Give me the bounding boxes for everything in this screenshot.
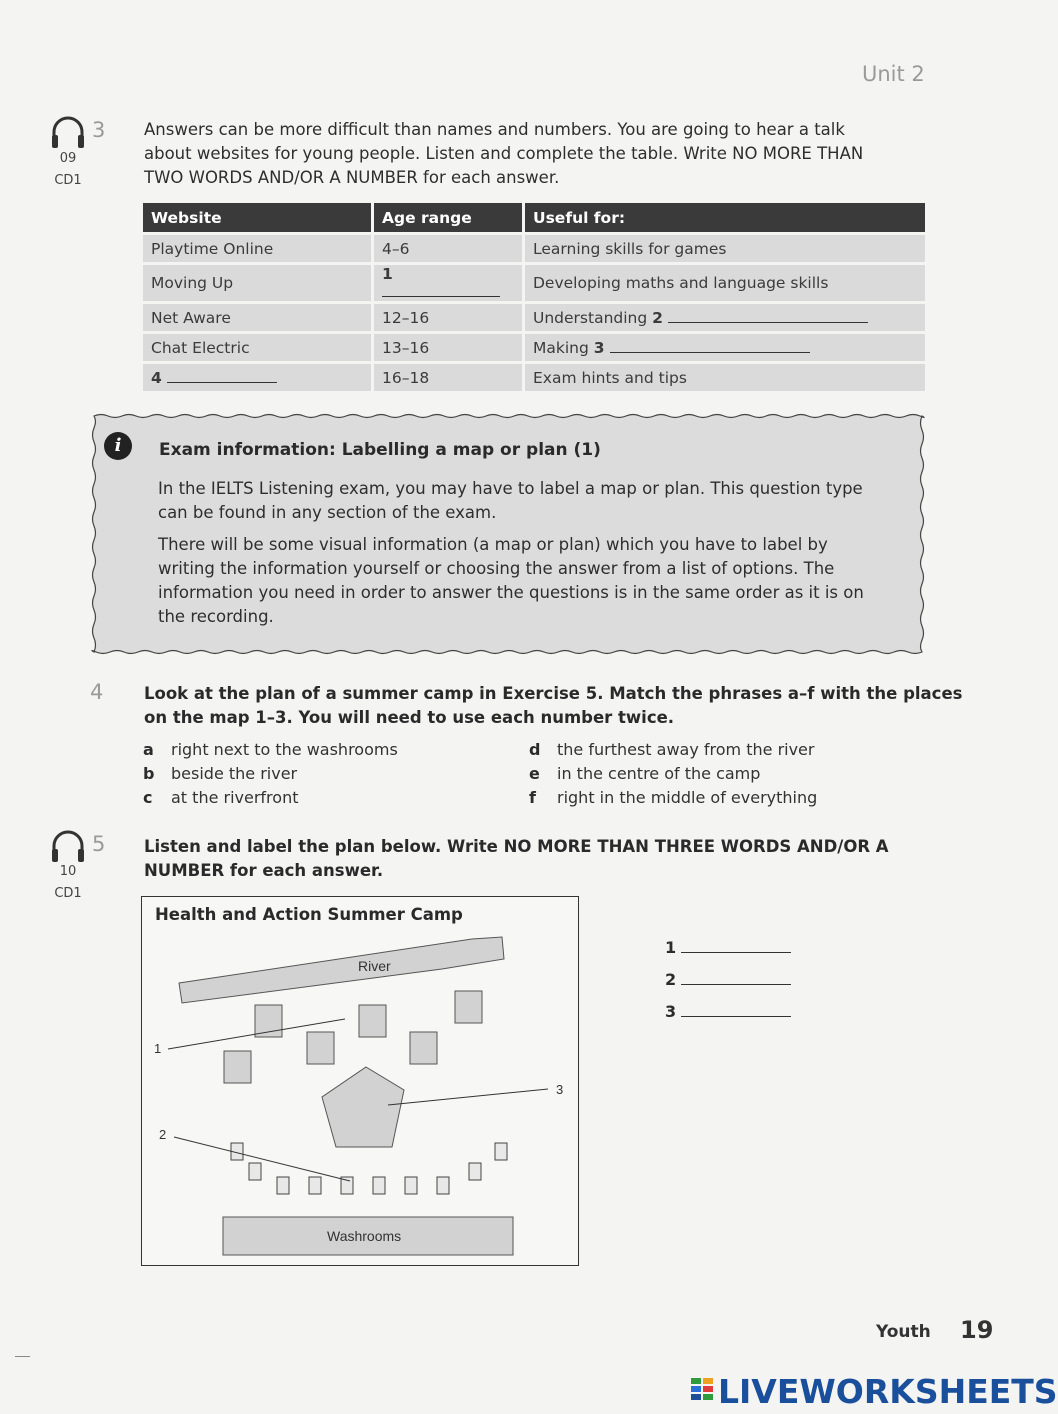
answer-cell <box>373 264 524 303</box>
list-item: f right in the middle of everything <box>529 788 818 807</box>
table-cell: 12–16 <box>373 303 524 333</box>
column-header: Useful for: <box>524 203 926 234</box>
answer-blank[interactable] <box>681 972 791 985</box>
cabin <box>359 1005 386 1037</box>
tent <box>437 1177 449 1194</box>
table-row <box>143 363 925 392</box>
pointer-label-3: 3 <box>556 1082 564 1097</box>
answer-cell <box>143 363 373 392</box>
unit-label: Unit 2 <box>862 62 925 86</box>
tent <box>373 1177 385 1194</box>
cell-text: Understanding <box>533 308 648 327</box>
table-cell: 16–18 <box>373 363 524 392</box>
cabin <box>455 991 482 1023</box>
tent <box>249 1163 261 1180</box>
gap-number: 4 <box>151 368 162 387</box>
cd-label: CD1 <box>54 886 82 901</box>
brand-wordmark: LIVEWORKSHEETS <box>718 1372 1058 1411</box>
page-number: 19 <box>960 1316 994 1344</box>
tent <box>495 1143 507 1160</box>
answer-list <box>665 938 791 1034</box>
table-cell: Playtime Online <box>143 234 373 264</box>
info-paragraph-2: There will be some visual information (a map or plan) which you have to label by writing the information yourself or choosing the answer from a list of options. The information you need in order to answer the questions is in the same order as it is on the recording. <box>158 535 864 626</box>
river-label: River <box>358 958 391 974</box>
pointer-label-2: 2 <box>159 1127 167 1142</box>
option-list-left <box>143 740 398 812</box>
tent <box>309 1177 321 1194</box>
table-row <box>143 264 925 303</box>
exercise-5-number: 5 <box>92 832 106 856</box>
table-row <box>143 333 925 363</box>
table-cell: 13–16 <box>373 333 524 363</box>
cd-label: CD1 <box>54 173 82 188</box>
divider <box>15 1356 30 1357</box>
table-row <box>143 234 925 264</box>
list-item: d the furthest away from the river <box>529 740 815 759</box>
gap-number: 3 <box>593 338 605 357</box>
list-item: b beside the river <box>143 764 298 783</box>
exercise-3-number: 3 <box>92 118 106 142</box>
camp-map <box>141 896 579 1266</box>
gap-number: 2 <box>652 308 663 327</box>
info-paragraph-1: In the IELTS Listening exam, you may have to label a map or plan. This question type can be found in any section of the exam. <box>158 479 863 522</box>
pointer-line-2 <box>174 1137 350 1181</box>
tent <box>277 1177 289 1194</box>
info-icon: i <box>104 432 132 460</box>
answer-cell <box>524 333 926 363</box>
table-row <box>143 303 925 333</box>
table-cell: Chat Electric <box>143 333 373 363</box>
table-cell: Learning skills for games <box>524 234 926 264</box>
answer-blank[interactable] <box>382 284 500 297</box>
column-header: Website <box>143 203 373 234</box>
headphones-icon <box>50 116 86 154</box>
pointer-label-1: 1 <box>154 1041 162 1056</box>
table-cell: Moving Up <box>143 264 373 303</box>
pointer-line-3 <box>388 1089 548 1105</box>
liveworksheets-logo-icon <box>691 1378 715 1408</box>
list-item: 2 <box>665 970 791 1002</box>
map-title: Health and Action Summer Camp <box>155 905 463 924</box>
headphones-icon <box>50 830 86 868</box>
footer-section: Youth <box>876 1322 931 1342</box>
list-item: 1 <box>665 938 791 970</box>
cabin <box>410 1032 437 1064</box>
list-item: a right next to the washrooms <box>143 740 398 759</box>
exercise-4-instructions: Look at the plan of a summer camp in Exercise 5. Match the phrases a–f with the places on the map 1–3. You will need to use each number twice. <box>144 684 963 727</box>
cabin <box>307 1032 334 1064</box>
exercise-4-number: 4 <box>90 680 104 704</box>
column-header: Age range <box>373 203 524 234</box>
list-item: c at the riverfront <box>143 788 299 807</box>
option-list-right <box>529 740 817 812</box>
tent <box>405 1177 417 1194</box>
table-cell: Developing maths and language skills <box>524 264 926 303</box>
table-cell: Net Aware <box>143 303 373 333</box>
answer-blank[interactable] <box>681 1004 791 1017</box>
exercise-5-instructions: Listen and label the plan below. Write NO MORE THAN THREE WORDS AND/OR A NUMBER for each answer. <box>144 837 889 880</box>
list-item: 3 <box>665 1002 791 1034</box>
info-title: Exam information: Labelling a map or plan (1) <box>159 440 601 460</box>
table-cell: 4–6 <box>373 234 524 264</box>
websites-table <box>143 203 925 391</box>
answer-blank[interactable] <box>167 370 277 383</box>
answer-blank[interactable] <box>668 310 868 323</box>
gap-number: 1 <box>382 265 393 283</box>
tent <box>469 1163 481 1180</box>
list-item: e in the centre of the camp <box>529 764 761 783</box>
track-number: 09 <box>59 151 77 166</box>
central-building <box>322 1067 404 1147</box>
answer-blank[interactable] <box>681 940 791 953</box>
table-cell: Exam hints and tips <box>524 363 926 392</box>
track-number: 10 <box>59 864 77 879</box>
exercise-3-instructions: Answers can be more difficult than names and numbers. You are going to hear a talk about websites for young people. Listen and complete the table. Write NO MORE THAN TWO WORDS AND/OR A NUMBER for each answer. <box>144 120 864 187</box>
answer-blank[interactable] <box>610 340 810 353</box>
answer-cell <box>524 303 926 333</box>
washrooms-label: Washrooms <box>327 1228 402 1244</box>
cabin <box>224 1051 251 1083</box>
cell-text: Making <box>533 338 589 357</box>
